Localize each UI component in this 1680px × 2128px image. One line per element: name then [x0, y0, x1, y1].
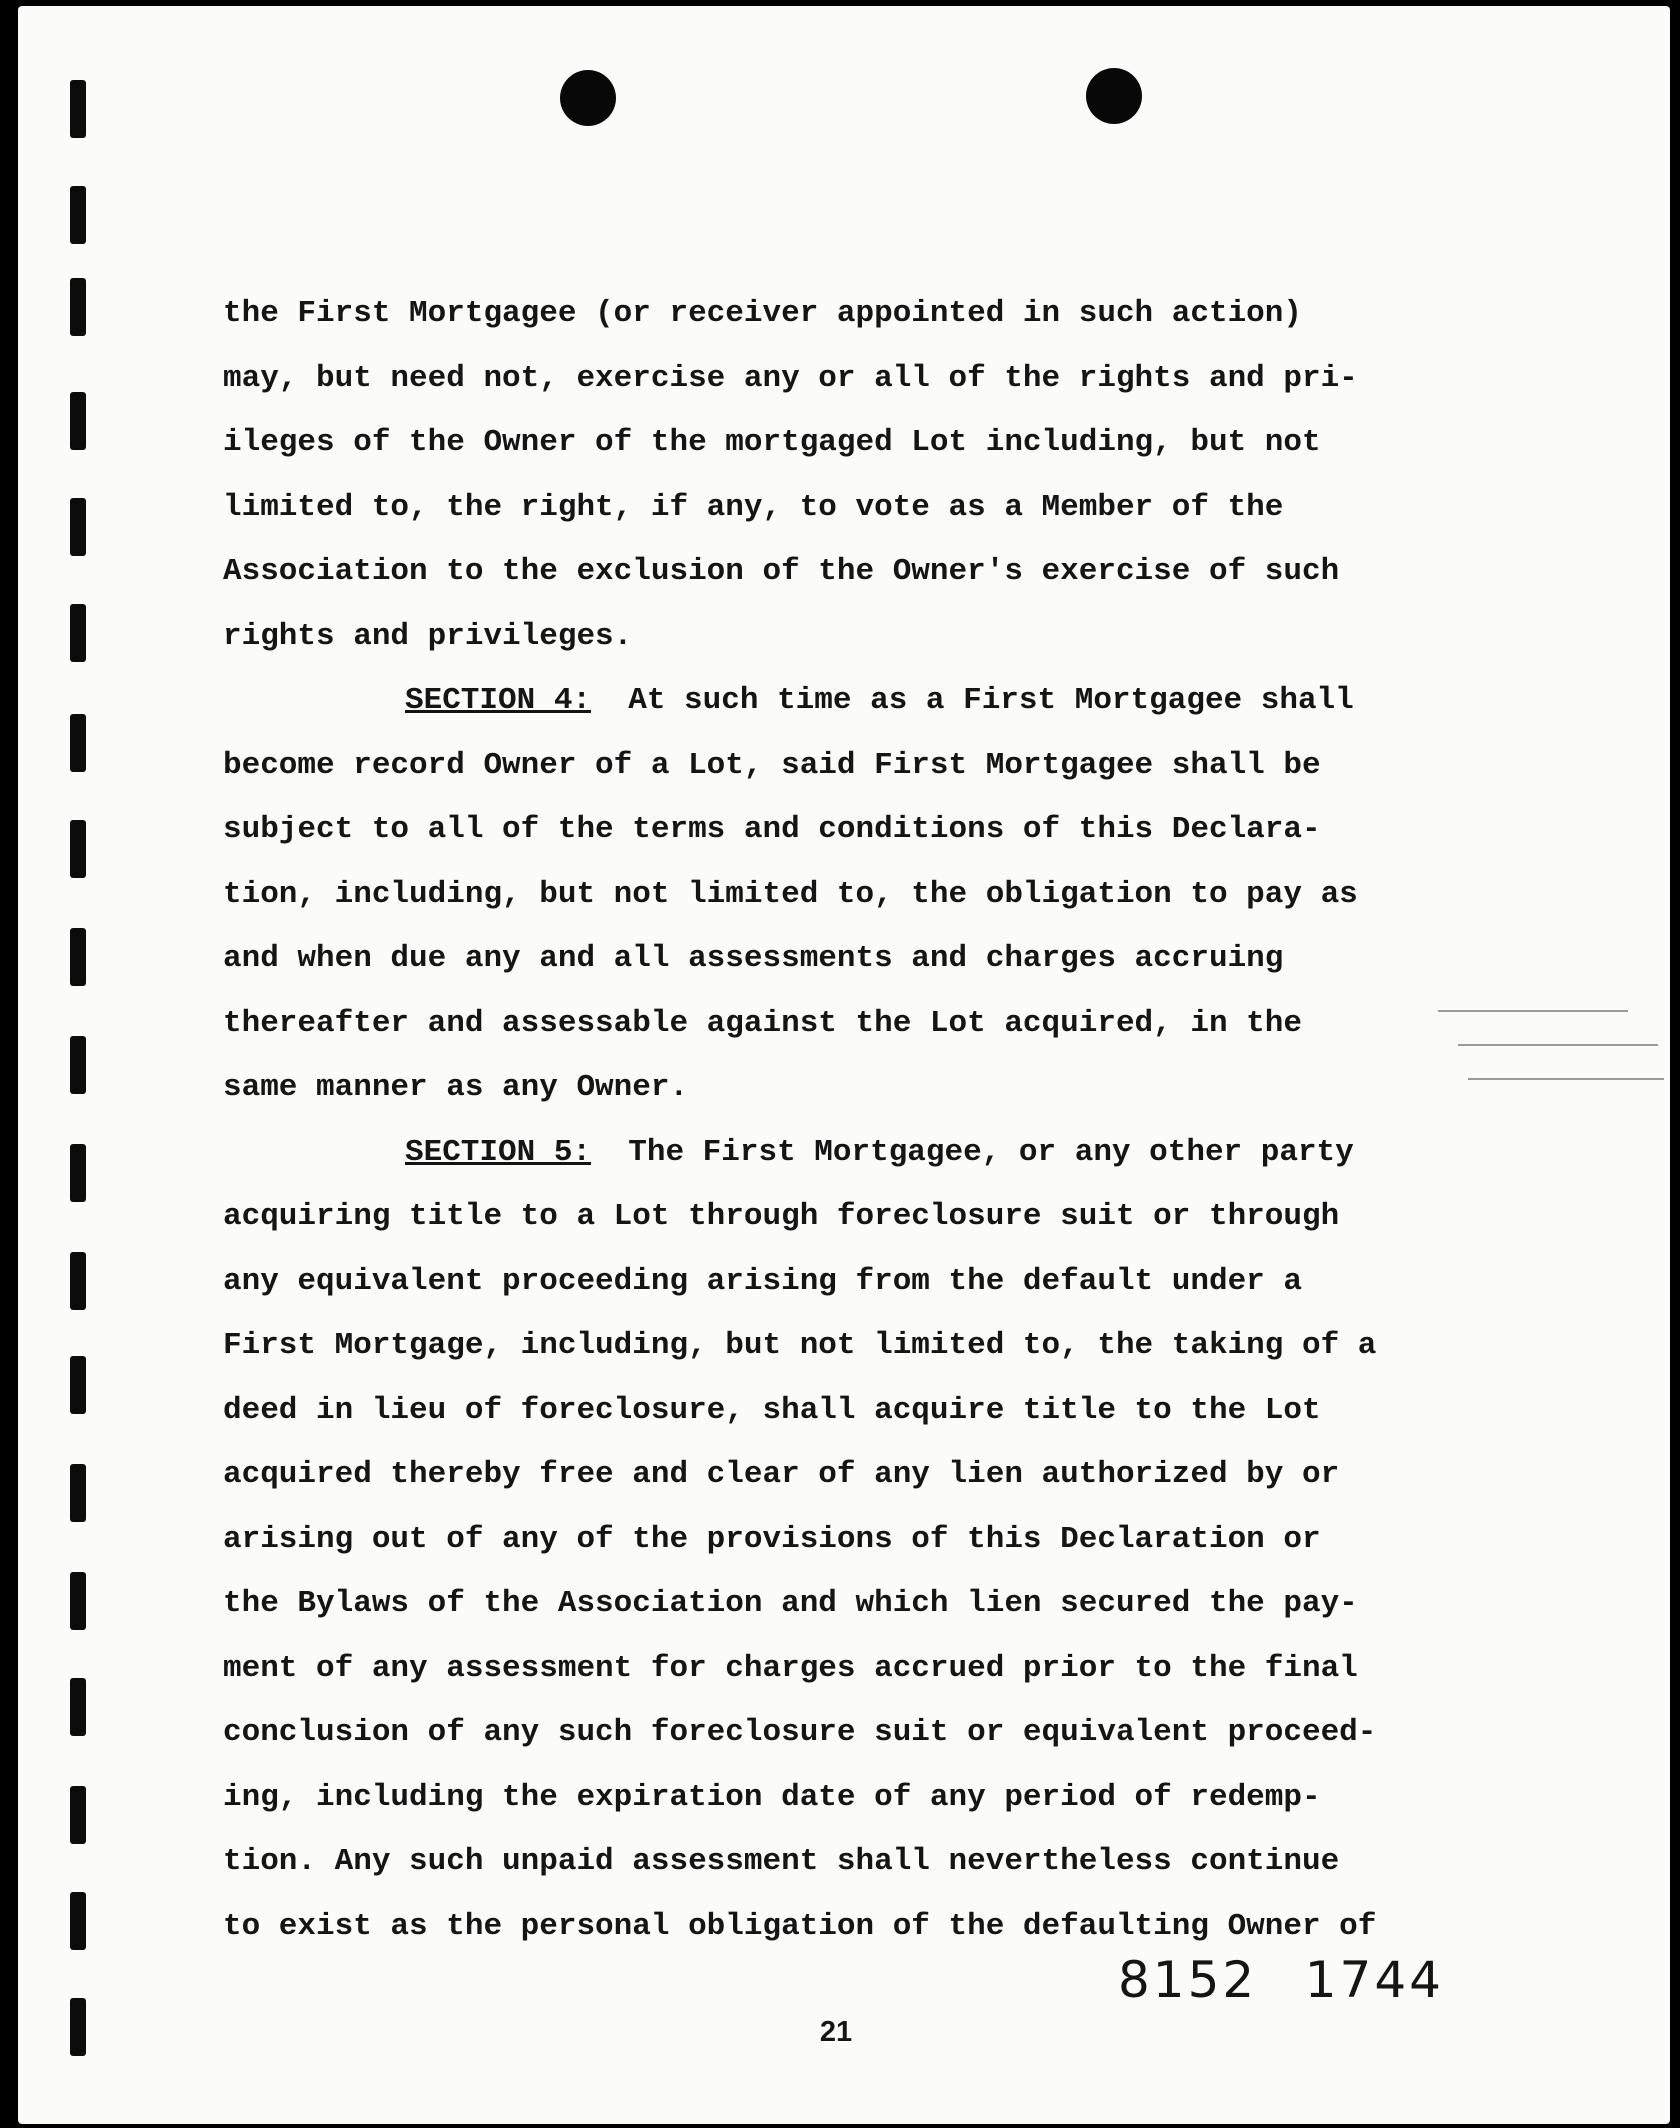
text-line: rights and privileges. [223, 618, 633, 654]
section-5 [223, 1121, 1453, 1960]
section-5-heading: SECTION 5: [405, 1134, 592, 1170]
text-line: become record Owner of a Lot, said First Mortgagee shall be [223, 747, 1321, 783]
text-line: ileges of the Owner of the mortgaged Lot including, but not [223, 425, 1321, 460]
text-line: acquiring title to a Lot through foreclosure suit or through [223, 1199, 1340, 1234]
punch-hole-left [560, 70, 616, 126]
text-line: may, but need not, exercise any or all of the rights and pri- [223, 360, 1358, 396]
text-line: At such time as a First Mortgagee shall [628, 683, 1354, 718]
section-5-first-line [223, 1121, 1453, 1186]
book-number: 8152 [1118, 1951, 1258, 2009]
text-line: the Bylaws of the Association and which lien secured the pay- [223, 1586, 1358, 1621]
section-4-first-line [223, 669, 1453, 734]
record-page-number: 1744 [1304, 1951, 1444, 2009]
section-4 [223, 669, 1453, 1121]
text-line: same manner as any Owner. [223, 1070, 689, 1105]
recording-reference [1118, 1948, 1444, 2012]
text-line: tion, including, but not limited to, the obligation to pay as [223, 876, 1358, 912]
document-body [223, 282, 1453, 1959]
text-line: any equivalent proceeding arising from the default under a [223, 1263, 1302, 1299]
paragraph-1 [223, 282, 1453, 669]
page-number: 21 [819, 2016, 853, 2048]
text-line: ment of any assessment for charges accrued prior to the final [223, 1650, 1358, 1686]
text-line: Association to the exclusion of the Owner's exercise of such [223, 554, 1340, 589]
punch-hole-right [1086, 68, 1142, 124]
text-line: conclusion of any such foreclosure suit or equivalent proceed- [223, 1715, 1377, 1750]
text-line: and when due any and all assessments and charges accruing [223, 941, 1284, 976]
section-4-heading: SECTION 4: [405, 683, 592, 718]
paper-sheet [18, 6, 1670, 2124]
text-line: subject to all of the terms and conditions of this Declara- [223, 812, 1321, 847]
text-line: thereafter and assessable against the Lot acquired, in the [223, 1005, 1302, 1041]
text-line: deed in lieu of foreclosure, shall acquire title to the Lot [223, 1392, 1321, 1428]
text-line: ing, including the expiration date of any period of redemp- [223, 1779, 1321, 1815]
text-line: tion. Any such unpaid assessment shall nevertheless continue [223, 1844, 1340, 1879]
text-line: acquired thereby free and clear of any lien authorized by or [223, 1457, 1340, 1492]
text-line: First Mortgage, including, but not limited to, the taking of a [223, 1328, 1377, 1363]
text-line: the First Mortgagee (or receiver appointed in such action) [223, 296, 1302, 331]
text-line: to exist as the personal obligation of the defaulting Owner of [223, 1908, 1377, 1944]
text-line: arising out of any of the provisions of this Declaration or [223, 1521, 1321, 1557]
text-line: The First Mortgagee, or any other party [628, 1134, 1354, 1170]
text-line: limited to, the right, if any, to vote as a Member of the [223, 489, 1284, 525]
